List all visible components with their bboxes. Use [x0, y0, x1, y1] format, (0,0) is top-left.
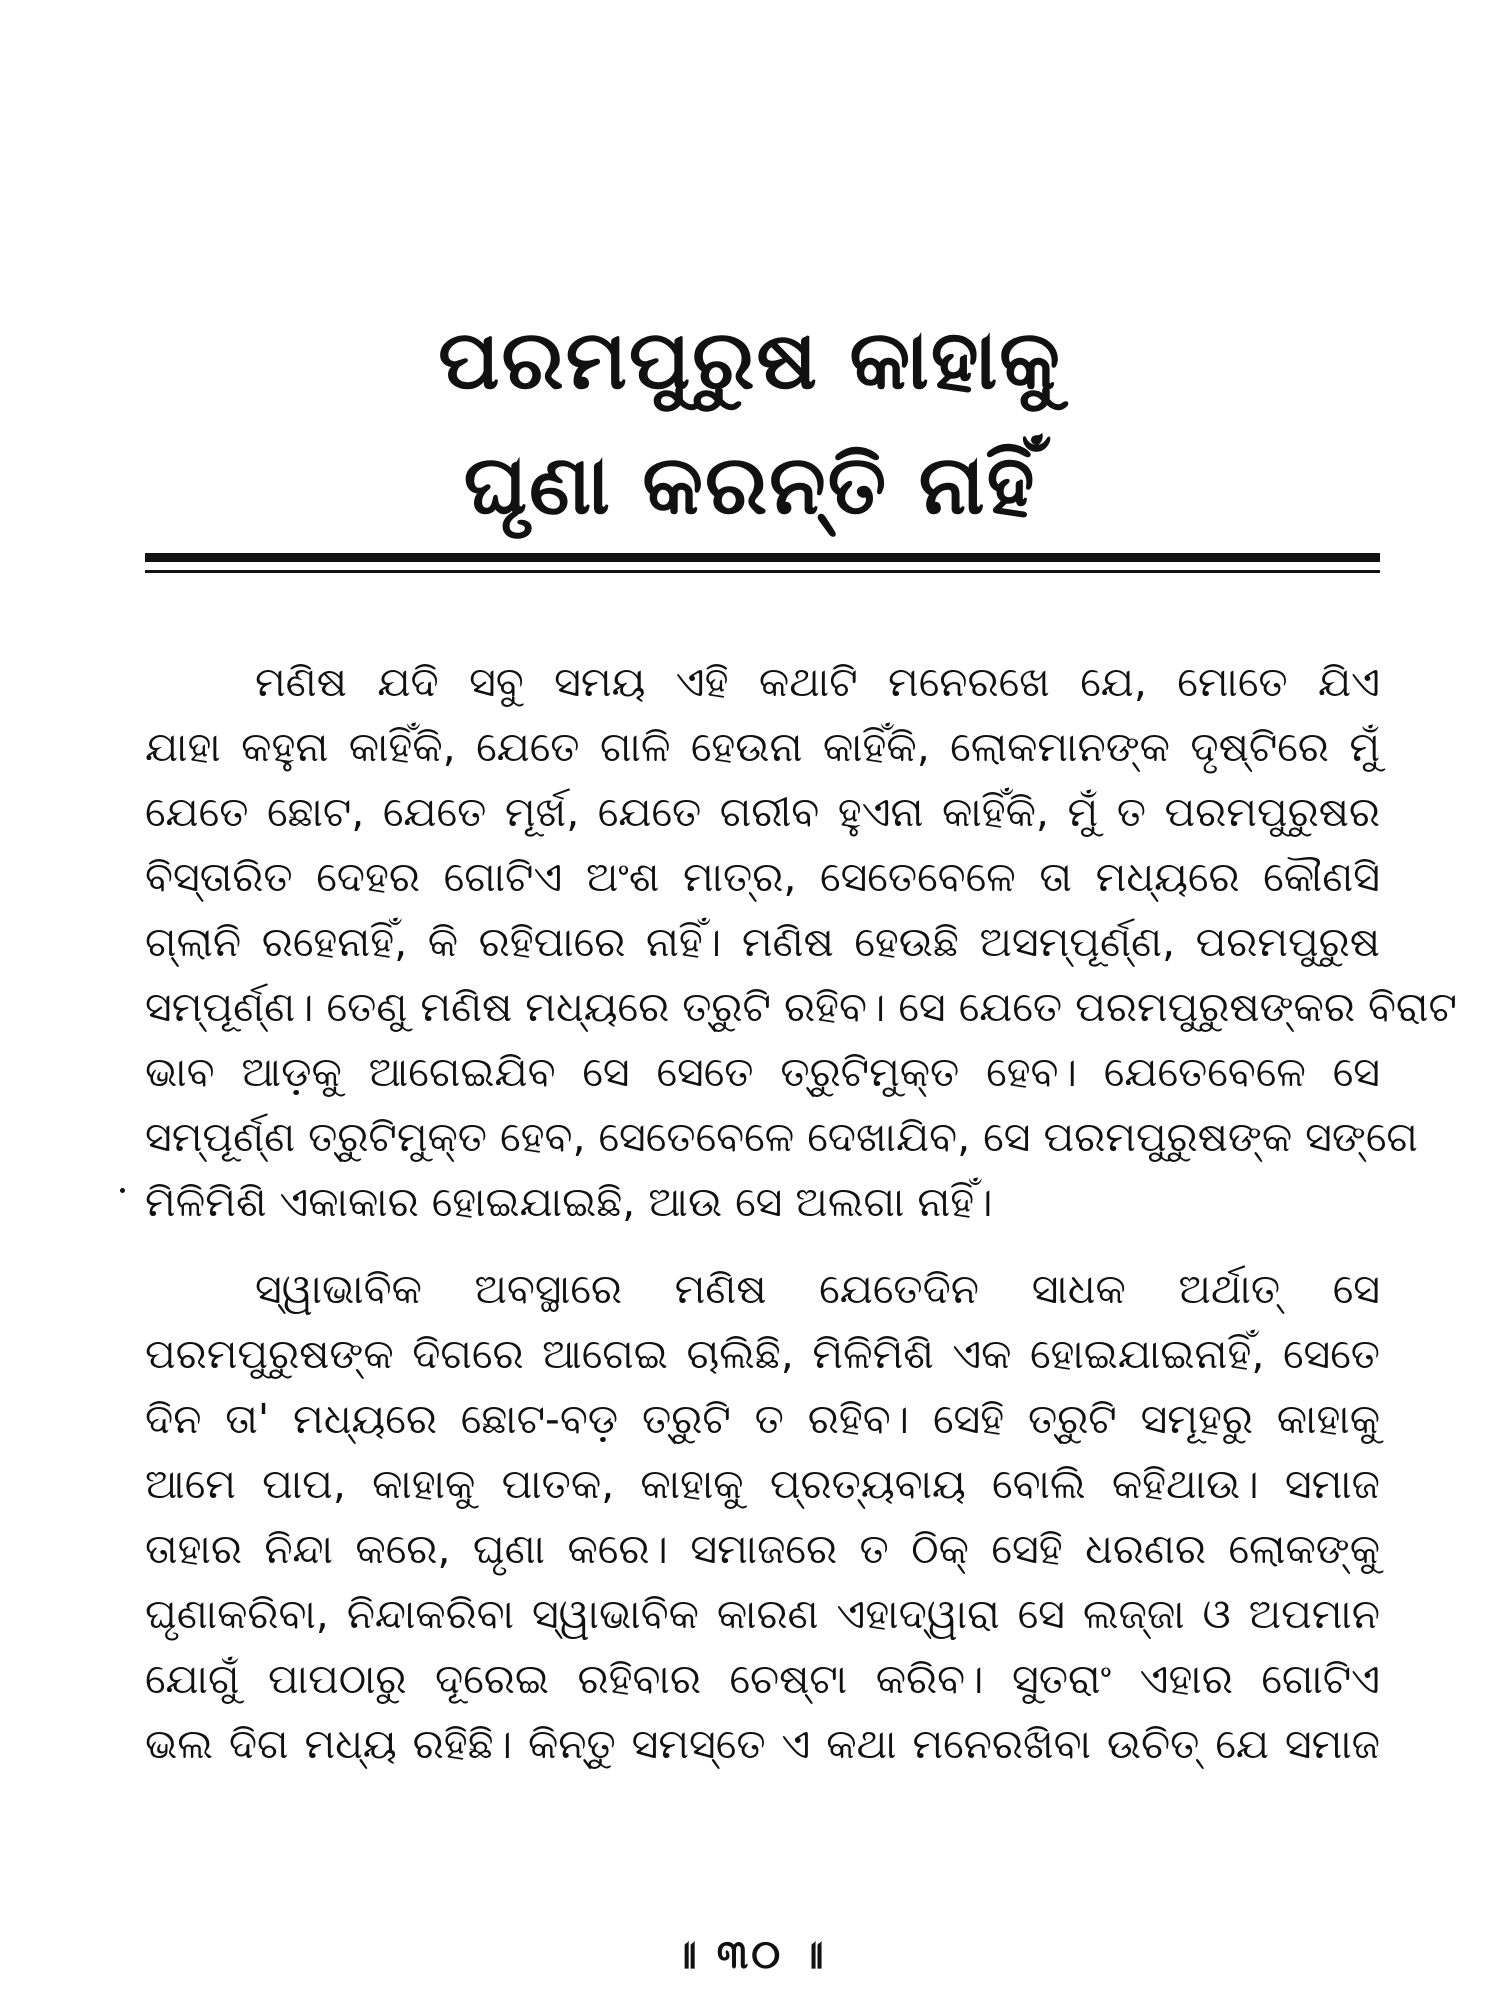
text-line: ତାହାର ନିନ୍ଦା କରେ, ଘୃଣା କରେ। ସମାଜରେ ତ ଠିକ୍ ସେହି ଧରଣର ଲୋକଙ୍କୁ: [145, 1525, 1380, 1573]
chapter-title-line-2: ଘୃଣା କରନ୍ତି ନାହିଁ: [463, 438, 1037, 533]
title-divider-thick: [145, 553, 1380, 562]
text-line: ମିଳିମିଶି ଏକାକାର ହୋଇଯାଇଛି, ଆଉ ସେ ଅଲଗା ନାହିଁ।: [145, 1178, 993, 1226]
text-line: ସମ୍ପୂର୍ଣ୍ଣ। ତେଣୁ ମଣିଷ ମଧ୍ୟରେ ତ୍ରୁଟି ରହିବ। ସେ ଯେତେ ପରମପୁରୁଷଙ୍କର ବିରାଟ: [145, 983, 1457, 1031]
chapter-title-line-1: ପରମପୁରୁଷ କାହାକୁ: [438, 313, 1062, 408]
text-line: ଭଲ ଦିଗ ମଧ୍ୟ ରହିଛି। କିନ୍ତୁ ସମସ୍ତେ ଏ କଥା ମନେରଖିବା ଉଚିତ୍ ଯେ ସମାଜ: [145, 1720, 1380, 1768]
text-line: ସମ୍ପୂର୍ଣ୍ଣ ତ୍ରୁଟିମୁକ୍ତ ହେବ, ସେତେବେଳେ ଦେଖାଯିବ, ସେ ପରମପୁରୁଷଙ୍କ ସଙ୍ଗେ: [145, 1113, 1418, 1161]
text-line: ଆମେ ପାପ, କାହାକୁ ପାତକ, କାହାକୁ ପ୍ରତ୍ୟବାୟ ବୋଲି କହିଥାଉ। ସମାଜ: [145, 1460, 1380, 1508]
text-line: ଯାହା କହୁନା କାହିଁକି, ଯେତେ ଗାଳି ହେଉନା କାହିଁକି, ଲୋକମାନଙ୍କ ଦୃଷ୍ଟିରେ ମୁଁ: [145, 723, 1380, 771]
text-line: ଦିନ ତା' ମଧ୍ୟରେ ଛୋଟ-ବଡ଼ ତ୍ରୁଟି ତ ରହିବ। ସେହି ତ୍ରୁଟି ସମୂହରୁ କାହାକୁ: [145, 1395, 1380, 1443]
stray-ink-dot: [120, 1188, 125, 1193]
text-line: ସ୍ୱାଭାବିକ ଅବସ୍ଥାରେ ମଣିଷ ଯେତେଦିନ ସାଧକ ଅର୍ଥାତ୍ ସେ: [255, 1265, 1380, 1313]
text-line: ଘୃଣାକରିବା, ନିନ୍ଦାକରିବା ସ୍ୱାଭାବିକ କାରଣ ଏହାଦ୍ୱାରା ସେ ଲଜ୍ଜା ଓ ଅପମାନ: [145, 1590, 1380, 1638]
text-line: ଯେତେ ଛୋଟ, ଯେତେ ମୂର୍ଖ, ଯେତେ ଗରୀବ ହୁଏନା କାହିଁକି, ମୁଁ ତ ପରମପୁରୁଷର: [145, 788, 1380, 836]
text-line: ଭାବ ଆଡ଼କୁ ଆଗେଇଯିବ ସେ ସେତେ ତ୍ରୁଟିମୁକ୍ତ ହେବ। ଯେତେବେଳେ ସେ: [145, 1048, 1380, 1096]
page-number: ॥ ୩୦ ॥: [673, 1932, 827, 1978]
title-divider-thin: [145, 570, 1380, 573]
text-line: ମଣିଷ ଯଦି ସବୁ ସମୟ ଏହି କଥାଟି ମନେରଖେ ଯେ, ମୋତେ ଯିଏ: [255, 658, 1380, 706]
paragraph-1: [145, 650, 1457, 1235]
text-line: ଯୋଗୁଁ ପାପଠାରୁ ଦୂରେଇ ରହିବାର ଚେଷ୍ଟା କରିବ। ସୁତରାଂ ଏହାର ଗୋଟିଏ: [145, 1655, 1380, 1703]
text-line: ପରମପୁରୁଷଙ୍କ ଦିଗରେ ଆଗେଇ ଚାଲିଛି, ମିଳିମିଶି ଏକ ହୋଇଯାଇନାହିଁ, ସେତେ: [145, 1330, 1380, 1378]
chapter-body: [145, 650, 1457, 1777]
text-line: ଗ୍ଲାନି ରହେନାହିଁ, କି ରହିପାରେ ନାହିଁ। ମଣିଷ ହେଉଛି ଅସମ୍ପୂର୍ଣ୍ଣ, ପରମପୁରୁଷ: [145, 918, 1380, 966]
text-line: ବିସ୍ତାରିତ ଦେହର ଗୋଟିଏ ଅଂଶ ମାତ୍ର, ସେତେବେଳେ ତା ମଧ୍ୟରେ କୌଣସି: [145, 853, 1380, 901]
paragraph-2: [145, 1257, 1380, 1777]
